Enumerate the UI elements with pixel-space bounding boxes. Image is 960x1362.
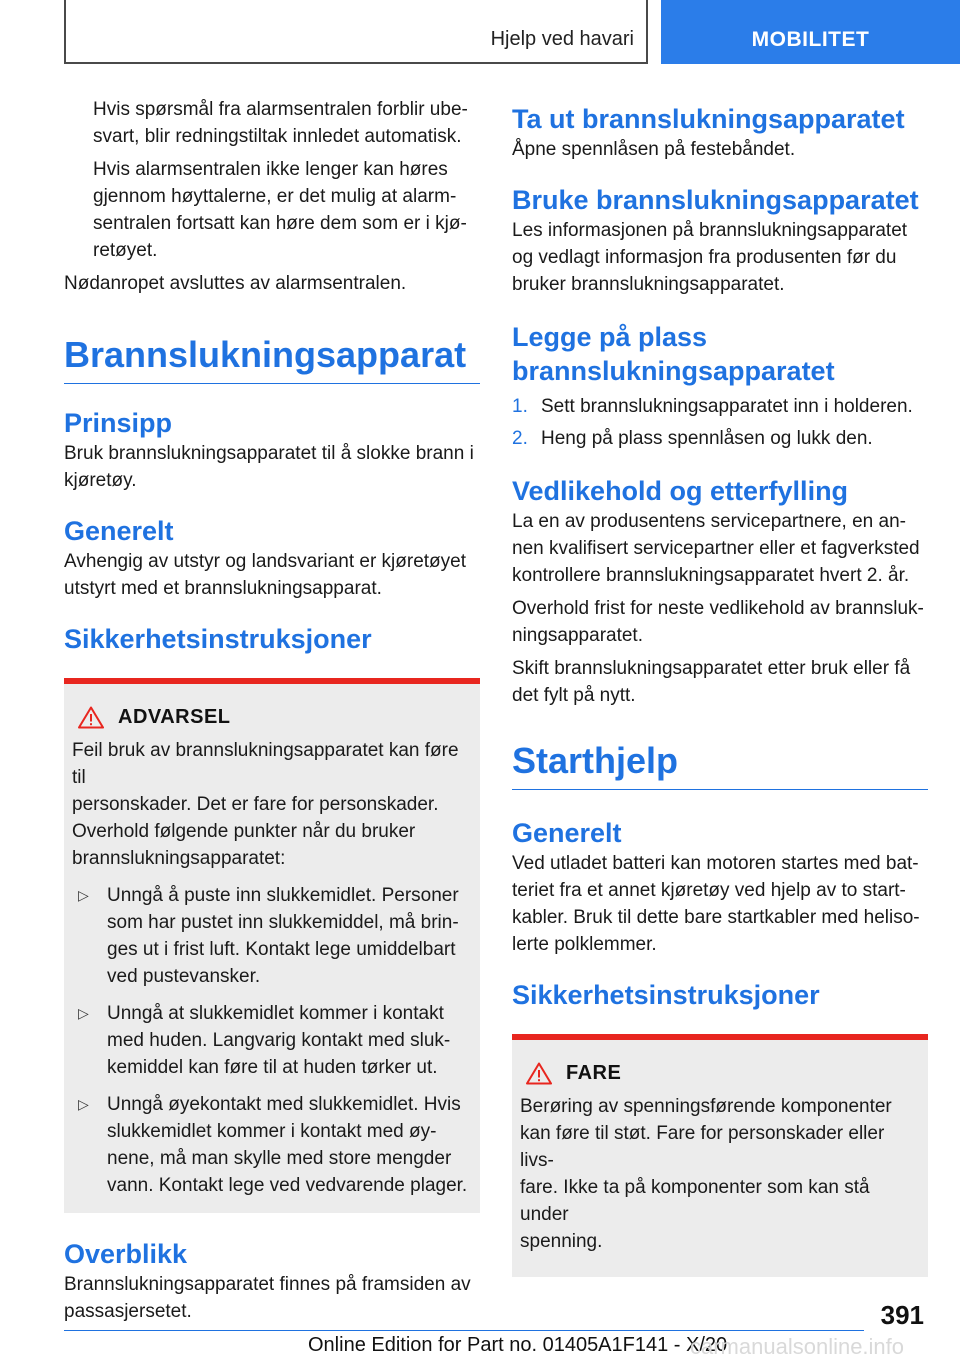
step-text: Heng på plass spennlåsen og lukk den. <box>541 428 873 449</box>
text-line: Hvis spørsmål fra alarmsentralen forblir ube- <box>93 99 468 120</box>
heading-general: Generelt <box>64 516 174 546</box>
heading-overview: Overblikk <box>64 1239 188 1269</box>
heading-fire-extinguisher: Brannslukningsapparat <box>64 333 480 384</box>
warning-label: ADVARSEL <box>118 706 231 728</box>
text-line: vann. Kontakt lege ved vedvarende plager. <box>107 1175 468 1196</box>
left-column <box>64 96 480 1325</box>
page-number: 391 <box>880 1300 924 1330</box>
stow-steps-list <box>512 393 928 452</box>
danger-box <box>512 1034 928 1277</box>
list-item <box>512 425 928 452</box>
paragraph-call-ended: Nødanropet avsluttes av alarmsentralen. <box>64 273 407 294</box>
chapter-tab[interactable]: MOBILITET <box>661 0 960 64</box>
text-line: kemiddel kan føre til at huden tørker ut. <box>107 1057 438 1078</box>
text-line: Overhold følgende punkter når du bruker <box>72 821 416 842</box>
list-item <box>512 393 928 420</box>
text-line: ningsapparatet. <box>512 625 643 646</box>
header-section-box <box>64 0 648 64</box>
triangle-bullet-icon: ▷ <box>78 887 89 903</box>
text-line: fare. Ikke ta på komponenter som kan stå under <box>520 1177 870 1225</box>
list-item <box>72 882 472 990</box>
paragraph-remove: Åpne spennlåsen på festebåndet. <box>512 139 796 160</box>
text-line: Brannslukningsapparatet finnes på framsiden av <box>64 1274 471 1295</box>
text-line: retøyet. <box>93 240 158 261</box>
warning-triangle-icon <box>526 1062 552 1085</box>
text-line: kontrollere brannslukningsapparatet hvert 2. år. <box>512 565 910 586</box>
paragraph-maintenance-1 <box>512 508 928 589</box>
text-line: spenning. <box>520 1231 603 1252</box>
text-line: Overhold frist for neste vedlikehold av brannsluk- <box>512 598 924 619</box>
paragraph-maintenance-3 <box>512 655 928 709</box>
text-line: La en av produsentens servicepartnere, en an- <box>512 511 906 532</box>
paragraph-maintenance-2 <box>512 595 928 649</box>
text-line: teriet fra et annet kjøretøy ved hjelp av to start- <box>512 880 906 901</box>
text-line: Unngå øyekontakt med slukkemidlet. Hvis <box>107 1094 461 1115</box>
list-item <box>72 1091 472 1199</box>
heading-maintenance: Vedlikehold og etterfylling <box>512 476 849 506</box>
heading-use: Bruke brannslukningsapparatet <box>512 185 919 215</box>
text-line: nene, må man skylle med store mengder <box>107 1148 452 1169</box>
text-line: personskader. Det er fare for personskader. <box>72 794 439 815</box>
text-line: ges ut i frist luft. Kontakt lege umiddelbart <box>107 939 456 960</box>
footer-edition: Online Edition for Part no. 01405A1F141 - X/20 <box>308 1334 728 1356</box>
warning-header <box>78 706 472 729</box>
heading-stow <box>512 320 928 388</box>
text-line: Legge på plass <box>512 322 708 352</box>
text-line: og vedlagt informasjon fra produsenten før du <box>512 247 897 268</box>
triangle-bullet-icon: ▷ <box>78 1005 89 1021</box>
text-line: med huden. Langvarig kontakt med sluk- <box>107 1030 451 1051</box>
text-line: brannslukningsapparatet: <box>72 848 286 869</box>
text-line: bruker brannslukningsapparatet. <box>512 274 785 295</box>
paragraph-use <box>512 217 928 298</box>
text-line: Les informasjonen på brannslukningsapparatet <box>512 220 908 241</box>
warning-triangle-icon <box>78 706 104 729</box>
heading-jump-start: Starthjelp <box>512 739 928 790</box>
heading-principle: Prinsipp <box>64 408 173 438</box>
warning-intro <box>72 737 472 872</box>
text-line: Skift brannslukningsapparatet etter bruk eller få <box>512 658 911 679</box>
heading-general-jump: Generelt <box>512 818 622 848</box>
text-line: slukkemidlet kommer i kontakt med øy- <box>107 1121 437 1142</box>
text-line: Feil bruk av brannslukningsapparatet kan føre til <box>72 740 459 788</box>
text-line: lerte polklemmer. <box>512 934 657 955</box>
text-line: Ved utladet batteri kan motoren startes med bat- <box>512 853 919 874</box>
text-line: som har pustet inn slukkemiddel, må brin- <box>107 912 459 933</box>
warning-box <box>64 678 480 1213</box>
watermark: carmanualsonline.info <box>690 1334 905 1359</box>
text-line: kabler. Bruk til dette bare startkabler med heliso- <box>512 907 920 928</box>
text-line: kan føre til støt. Fare for personskader eller livs- <box>520 1123 885 1171</box>
text-line: passasjersetet. <box>64 1301 192 1322</box>
triangle-bullet-icon: ▷ <box>78 1096 89 1112</box>
text-line: kjøretøy. <box>64 470 137 491</box>
text-line: sentralen fortsatt kan høre dem som er i kjø- <box>93 213 467 234</box>
text-line: Unngå å puste inn slukkemidlet. Personer <box>107 885 459 906</box>
danger-header <box>526 1062 920 1085</box>
text-line: Bruk brannslukningsapparatet til å slokke brann i <box>64 443 474 464</box>
danger-text <box>520 1093 920 1255</box>
heading-safety-jump: Sikkerhetsinstruksjoner <box>512 980 820 1010</box>
paragraph-speakers <box>64 156 480 264</box>
text-line: Unngå at slukkemidlet kommer i kontakt <box>107 1003 444 1024</box>
text-line: nen kvalifisert servicepartner eller et fagverksted <box>512 538 920 559</box>
text-line: svart, blir redningstiltak innledet automatisk. <box>93 126 462 147</box>
heading-safety: Sikkerhetsinstruksjoner <box>64 624 372 654</box>
step-text: Sett brannslukningsapparatet inn i holderen. <box>541 396 913 417</box>
paragraph-jump-start <box>512 850 928 958</box>
warning-bullet-list <box>72 882 472 1199</box>
footer-divider <box>64 1330 864 1331</box>
paragraph-unanswered <box>64 96 480 150</box>
step-number: 2. <box>512 428 528 449</box>
paragraph-overview <box>64 1271 480 1325</box>
text-line: ved pustevansker. <box>107 966 261 987</box>
text-line: brannslukningsapparatet <box>512 356 835 386</box>
text-line: utstyrt med et brannslukningsapparat. <box>64 578 382 599</box>
danger-label: FARE <box>566 1062 622 1084</box>
heading-remove: Ta ut brannslukningsapparatet <box>512 104 905 134</box>
paragraph-general <box>64 548 480 602</box>
text-line: Avhengig av utstyr og landsvariant er kjøretøyet <box>64 551 467 572</box>
text-line: det fylt på nytt. <box>512 685 636 706</box>
step-number: 1. <box>512 396 528 417</box>
paragraph-principle <box>64 440 480 494</box>
section-title: Hjelp ved havari <box>490 28 634 50</box>
text-line: Hvis alarmsentralen ikke lenger kan høres <box>93 159 448 180</box>
right-column <box>512 96 928 1277</box>
text-line: gjennom høyttalerne, er det mulig at alarm- <box>93 186 457 207</box>
text-line: Berøring av spenningsførende komponenter <box>520 1096 892 1117</box>
list-item <box>72 1000 472 1081</box>
